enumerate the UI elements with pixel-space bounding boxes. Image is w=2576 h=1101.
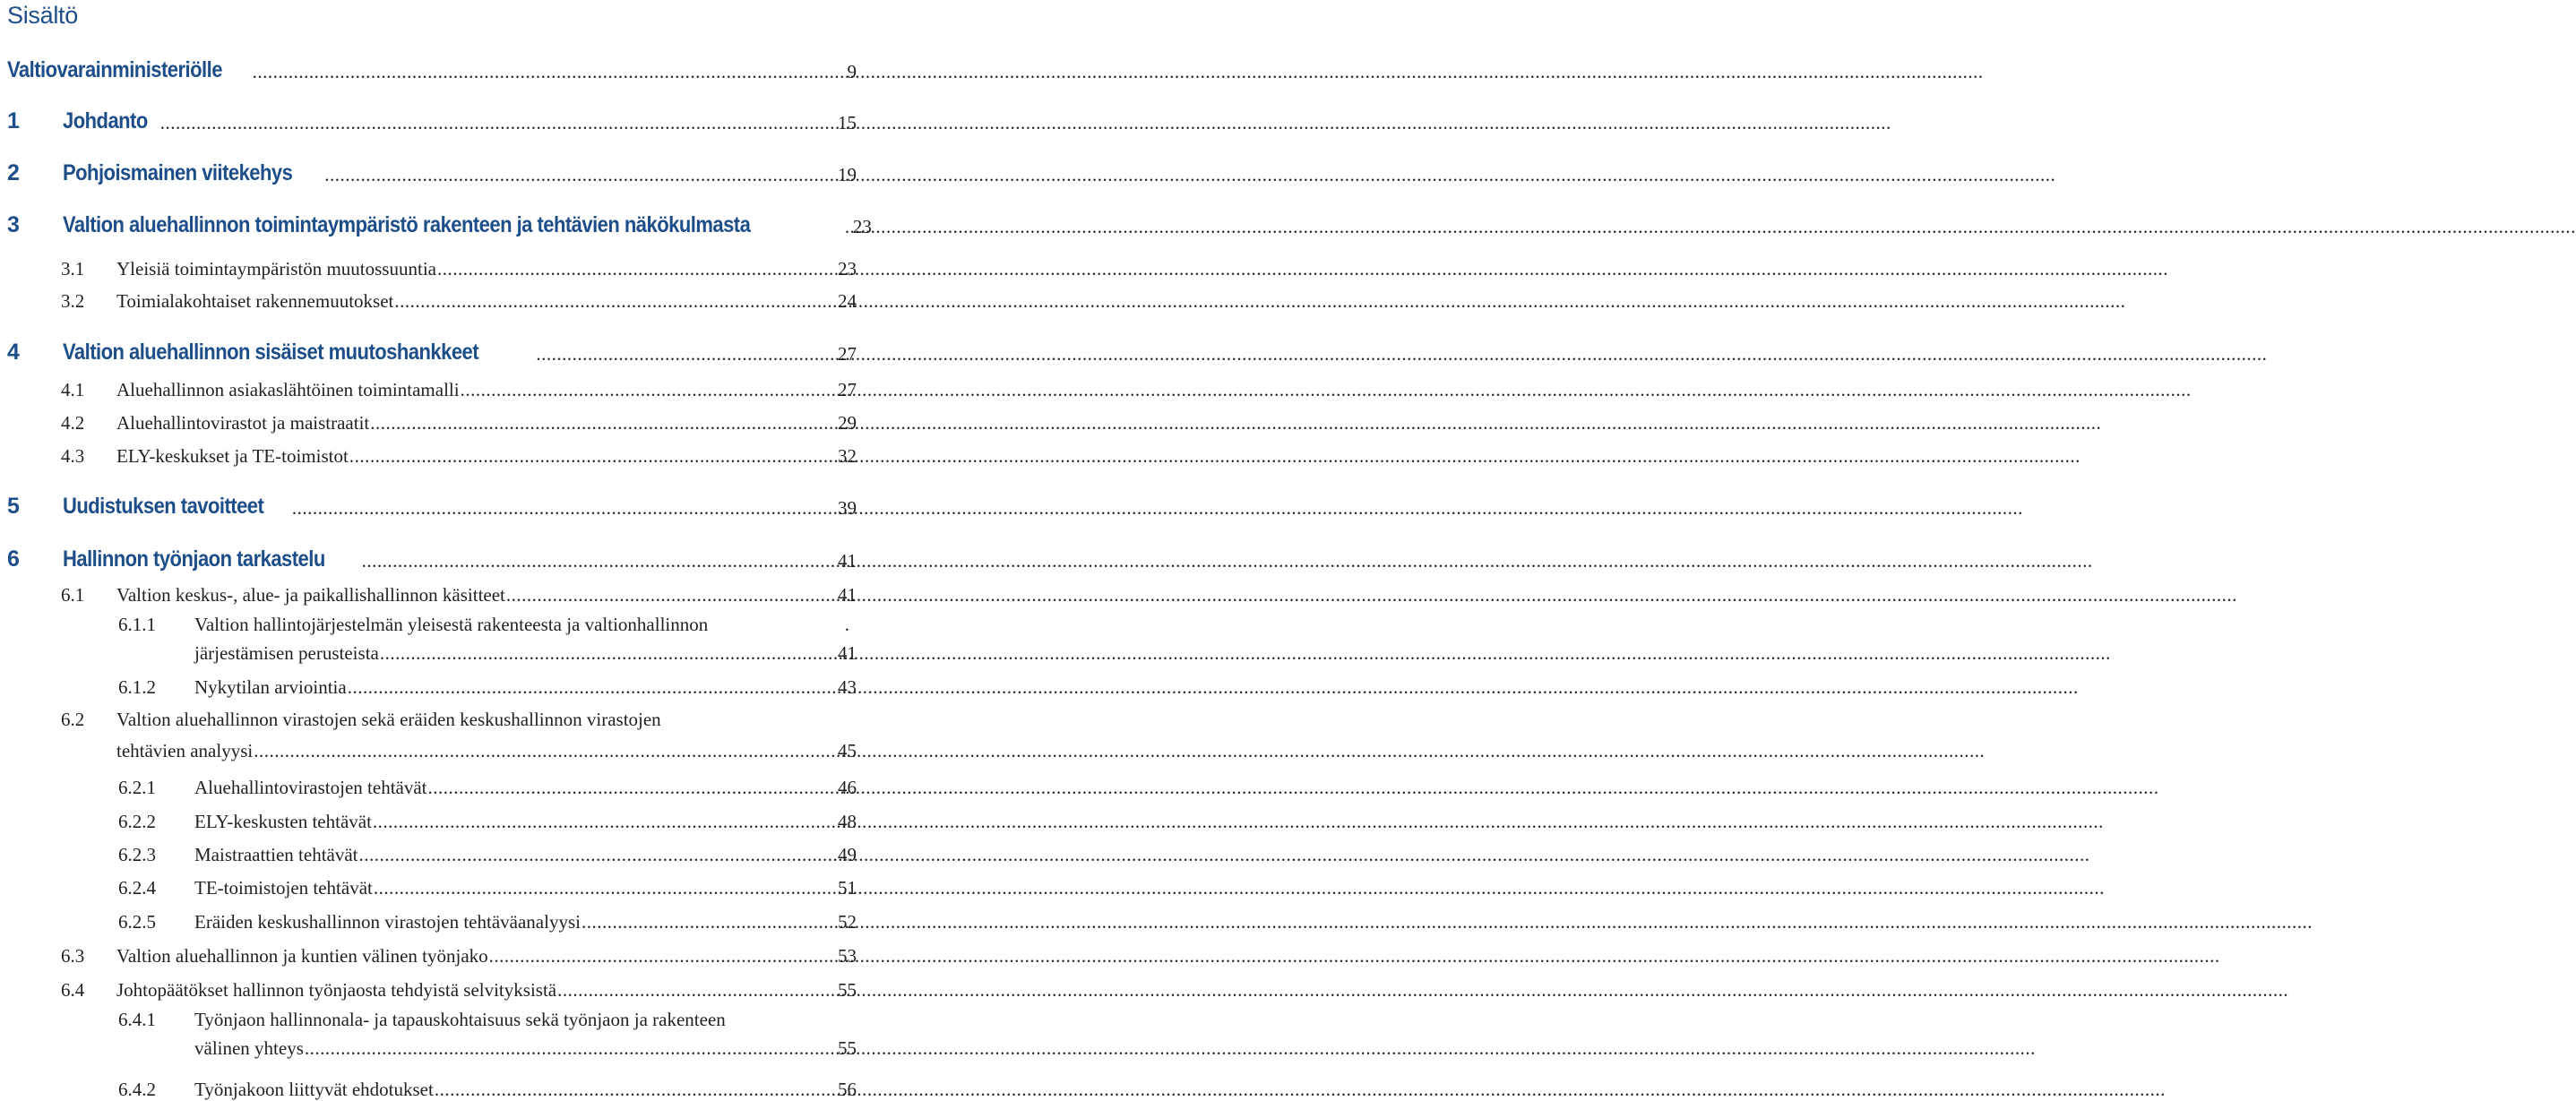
toc-entry-number: 6.4.1 xyxy=(118,1009,156,1030)
toc-entry-page: 24 xyxy=(838,290,857,312)
toc-entry[interactable] xyxy=(118,667,857,698)
toc-entry-title: Yleisiä toimintaympäristön muutossuuntia xyxy=(116,258,436,280)
toc-entry-title: TE-toimistojen tehtävät xyxy=(194,877,373,899)
toc-entry-title: Valtion aluehallinnon ja kuntien välinen työnjako xyxy=(116,945,488,967)
toc-entry[interactable] xyxy=(7,154,857,185)
dot-leader xyxy=(435,1080,837,1099)
toc-entry-number: 4.3 xyxy=(61,445,85,467)
toc-entry-page: 27 xyxy=(838,379,857,400)
toc-entry-title: Johtopäätökset hallinnon työnjaosta tehdyistä selvityksistä xyxy=(116,979,557,1001)
toc-entry-title: Valtiovarainministeriölle xyxy=(7,57,222,82)
toc-entry[interactable] xyxy=(118,801,857,832)
toc-entry[interactable] xyxy=(7,102,857,133)
toc-entry[interactable] xyxy=(61,969,857,1001)
toc-entry[interactable] xyxy=(194,632,857,663)
toc-entry-page: 48 xyxy=(838,811,857,832)
dot-leader xyxy=(373,813,837,831)
toc-entry-page: 29 xyxy=(838,412,857,434)
toc-entry[interactable] xyxy=(118,867,857,899)
toc-entry-page: 46 xyxy=(838,777,857,798)
toc-entry-title: tehtävien analyysi xyxy=(116,740,254,761)
toc-entry-title: Aluehallintovirastot ja maistraatit xyxy=(116,412,370,434)
toc-entry[interactable] xyxy=(61,574,857,606)
dot-leader xyxy=(506,586,837,605)
toc-entry-title: järjestämisen perusteista xyxy=(194,642,379,664)
dot-leader xyxy=(489,947,837,966)
toc-entry-number: 6.2.2 xyxy=(118,811,156,832)
dot-leader xyxy=(380,644,837,663)
toc-entry-title: Nykytilan arviointia xyxy=(194,676,347,698)
toc-entry[interactable] xyxy=(7,540,857,572)
dot-leader xyxy=(394,292,837,311)
toc-entry-page: 43 xyxy=(838,676,857,698)
dot-leader xyxy=(253,63,847,82)
page-title: Sisältö xyxy=(7,2,78,29)
dot-leader xyxy=(845,218,852,237)
dot-leader xyxy=(348,678,837,697)
toc-entry[interactable] xyxy=(118,767,857,798)
toc-entry-page: 15 xyxy=(838,112,857,133)
dot-leader xyxy=(324,166,837,185)
toc-entry-number: 5 xyxy=(7,494,20,519)
toc-entry-line1[interactable] xyxy=(118,1009,726,1030)
toc-entry-title-line1: Työnjaon hallinnonala- ja tapauskohtaisuus sekä työnjaon ja rakenteen xyxy=(194,1009,726,1030)
dot-leader xyxy=(349,447,837,466)
toc-entry[interactable] xyxy=(61,402,857,434)
dot-leader xyxy=(254,742,837,761)
toc-entry-number: 6.2.1 xyxy=(118,777,156,798)
dot-leader xyxy=(557,981,837,1000)
toc-entry[interactable] xyxy=(118,901,857,933)
dot-leader xyxy=(374,879,837,898)
dot-leader-end: . xyxy=(844,614,849,635)
dot-leader xyxy=(305,1039,837,1058)
toc-entry[interactable] xyxy=(116,730,857,761)
toc-entry-page: 39 xyxy=(838,497,857,519)
toc-entry[interactable] xyxy=(118,834,857,865)
toc-entry-number: 2 xyxy=(7,160,20,185)
toc-entry[interactable] xyxy=(7,51,857,82)
toc-entry-page: 51 xyxy=(838,877,857,899)
toc-entry-number: 4 xyxy=(7,340,20,365)
toc-entry-title: Työnjakoon liittyvät ehdotukset xyxy=(194,1079,434,1100)
toc-entry-page: 49 xyxy=(838,844,857,865)
toc-entry-page: 27 xyxy=(838,343,857,365)
toc-entry-page: 23 xyxy=(838,258,857,280)
toc-entry-title-line1: Valtion aluehallinnon virastojen sekä eräiden keskushallinnon virastojen xyxy=(116,709,661,730)
toc-entry-number: 6.4.2 xyxy=(118,1079,156,1100)
toc-entry-title: Johdanto xyxy=(63,108,148,133)
toc-entry-number: 4.2 xyxy=(61,412,85,434)
toc-entry[interactable] xyxy=(61,248,857,280)
toc-entry-page: 53 xyxy=(838,945,857,967)
dot-leader xyxy=(536,345,837,364)
toc-entry-title-line1: Valtion hallintojärjestelmän yleisestä rakenteesta ja valtionhallinnon xyxy=(194,614,709,635)
toc-entry[interactable] xyxy=(194,1028,857,1058)
toc-entry[interactable] xyxy=(61,369,857,400)
toc-entry-title: Valtion aluehallinnon sisäiset muutoshankkeet xyxy=(63,340,479,365)
toc-entry-title: Maistraattien tehtävät xyxy=(194,844,358,865)
toc-entry[interactable] xyxy=(61,280,857,312)
dot-leader xyxy=(370,414,837,433)
toc-entry-number: 6.2.3 xyxy=(118,844,156,865)
toc-entry-number: 6 xyxy=(7,546,20,572)
toc-entry-number: 6.3 xyxy=(61,945,85,967)
dot-leader xyxy=(292,499,837,518)
toc-entry-page: 56 xyxy=(838,1079,857,1100)
dot-leader xyxy=(160,114,837,133)
toc-entry[interactable] xyxy=(7,333,857,365)
toc-entry-number: 3.2 xyxy=(61,290,85,312)
toc-entry-page: 45 xyxy=(838,740,857,761)
toc-entry-page: 41 xyxy=(838,642,857,664)
toc-entry-page: 41 xyxy=(838,584,857,606)
toc-entry-number: 6.1.2 xyxy=(118,676,156,698)
toc-entry-title: Valtion keskus-, alue- ja paikallishallinnon käsitteet xyxy=(116,584,505,606)
toc-entry-number: 4.1 xyxy=(61,379,85,400)
toc-entry-title: Uudistuksen tavoitteet xyxy=(63,494,264,519)
toc-entry-number: 1 xyxy=(7,108,20,133)
dot-leader xyxy=(582,913,837,932)
toc-entry-number: 6.2 xyxy=(61,709,85,730)
toc-entry-page: 9 xyxy=(847,61,857,82)
toc-entry-title: Aluehallinnon asiakaslähtöinen toimintamalli xyxy=(116,379,460,400)
dot-leader xyxy=(362,552,837,571)
dot-leader xyxy=(437,260,837,279)
toc-entry-number: 6.4 xyxy=(61,979,85,1001)
toc-entry-title: ELY-keskukset ja TE-toimistot xyxy=(116,445,349,467)
toc-entry[interactable] xyxy=(7,487,857,519)
toc-entry-title: välinen yhteys xyxy=(194,1037,304,1059)
dot-leader xyxy=(428,778,837,797)
toc-entry-number: 6.1.1 xyxy=(118,614,156,635)
toc-entry-number: 3 xyxy=(7,212,20,237)
toc-entry-number: 6.2.5 xyxy=(118,911,156,933)
toc-entry-title: ELY-keskusten tehtävät xyxy=(194,811,372,832)
toc-entry-title: Hallinnon työnjaon tarkastelu xyxy=(63,546,325,572)
toc-entry[interactable] xyxy=(118,1069,857,1100)
toc-entry[interactable] xyxy=(7,206,872,237)
toc-entry-page: 55 xyxy=(838,979,857,1001)
toc-entry[interactable] xyxy=(61,435,857,467)
toc-entry-page: 55 xyxy=(838,1037,857,1059)
toc-entry-title: Eräiden keskushallinnon virastojen tehtäväanalyysi xyxy=(194,911,581,933)
toc-entry-number: 6.2.4 xyxy=(118,877,156,899)
toc-entry-page: 23 xyxy=(852,216,872,237)
toc-entry-number: 6.1 xyxy=(61,584,85,606)
toc-entry-line1[interactable] xyxy=(61,709,661,730)
toc-entry[interactable] xyxy=(61,935,857,967)
toc-entry-title: Aluehallintovirastojen tehtävät xyxy=(194,777,427,798)
toc-entry-title: Pohjoismainen viitekehys xyxy=(63,160,293,185)
toc-entry-title: Toimialakohtaiset rakennemuutokset xyxy=(116,290,394,312)
toc-entry-number: 3.1 xyxy=(61,258,85,280)
toc-entry-page: 19 xyxy=(838,164,857,185)
dot-leader xyxy=(359,846,837,864)
toc-entry-page: 41 xyxy=(838,550,857,572)
toc-entry-page: 32 xyxy=(838,445,857,467)
toc-entry-title: Valtion aluehallinnon toimintaympäristö rakenteen ja tehtävien näkökulmasta xyxy=(63,212,751,237)
dot-leader xyxy=(461,381,837,400)
toc-entry-page: 52 xyxy=(838,911,857,933)
toc-entry-line1[interactable] xyxy=(118,614,709,635)
